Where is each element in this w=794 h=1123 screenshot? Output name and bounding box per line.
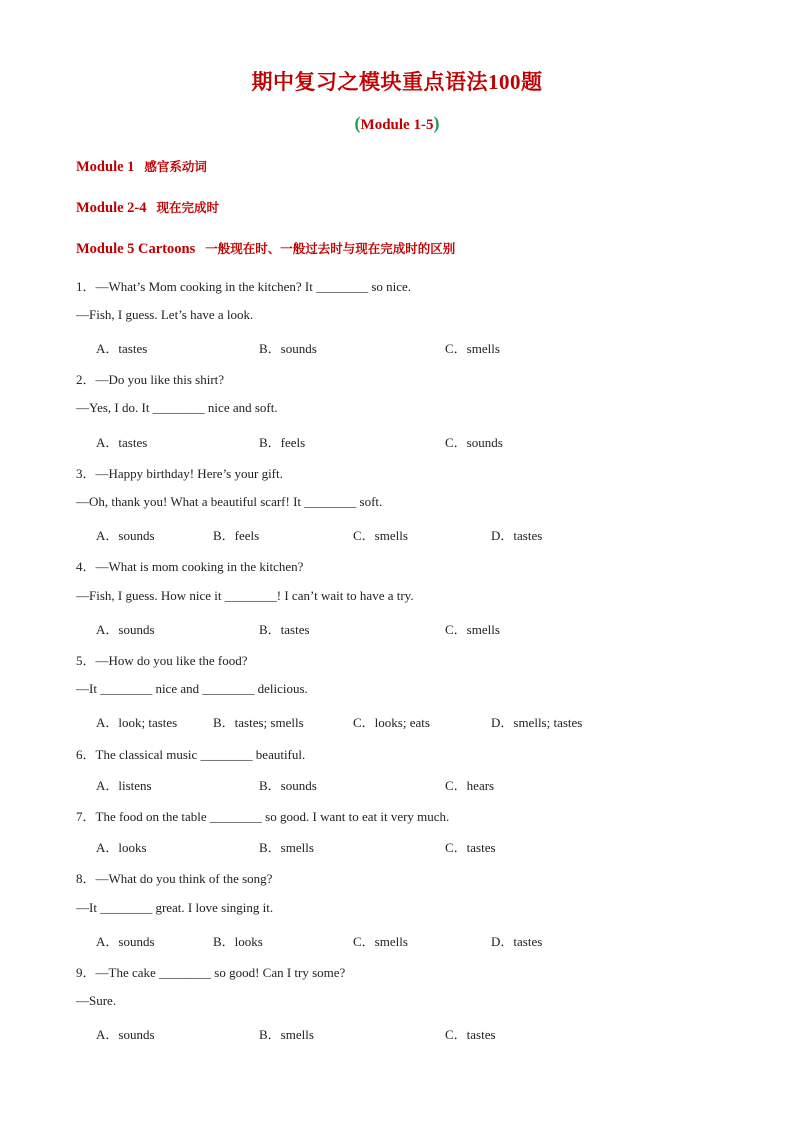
question-7-options	[96, 837, 716, 855]
module-label: Module 2-4	[76, 200, 147, 216]
subtitle-close-paren: )	[433, 113, 440, 133]
module-heading-3	[76, 239, 455, 258]
module-topic: 现在完成时	[156, 200, 219, 215]
option-b[interactable]: B．smells	[259, 1027, 314, 1042]
module-heading-1	[76, 157, 207, 176]
question-3-options	[96, 525, 716, 543]
option-d[interactable]: D．smells; tastes	[491, 715, 583, 730]
option-c[interactable]: C．tastes	[445, 1027, 496, 1042]
option-a[interactable]: A．sounds	[96, 622, 155, 637]
option-c[interactable]: C．smells	[445, 622, 500, 637]
option-a[interactable]: A．look; tastes	[96, 715, 178, 730]
question-1-text: 1．—What’s Mom cooking in the kitchen? It ________ so nice.	[76, 279, 412, 294]
question-6-text: 6．The classical music ________ beautiful.	[76, 747, 306, 762]
option-b[interactable]: B．tastes	[259, 622, 310, 637]
question-4-reply: —Fish, I guess. How nice it ________! I can’t wait to have a try.	[76, 588, 414, 603]
option-b[interactable]: B．sounds	[259, 341, 317, 356]
question-4-options	[96, 619, 716, 637]
module-topic: 感官系动词	[144, 159, 207, 174]
subtitle-open-paren: (	[354, 113, 361, 133]
question-7-text: 7．The food on the table ________ so good. I want to eat it very much.	[76, 809, 450, 824]
option-c[interactable]: C．looks; eats	[353, 715, 430, 730]
option-a[interactable]: A．tastes	[96, 435, 148, 450]
module-heading-2	[76, 198, 219, 217]
question-2-reply: —Yes, I do. It ________ nice and soft.	[76, 400, 278, 415]
option-b[interactable]: B．looks	[213, 934, 263, 949]
option-c[interactable]: C．hears	[445, 778, 495, 793]
option-d[interactable]: D．tastes	[491, 528, 543, 543]
question-9-options	[96, 1024, 716, 1042]
question-8-reply: —It ________ great. I love singing it.	[76, 900, 274, 915]
question-8-options	[96, 931, 716, 949]
question-5-options	[96, 712, 716, 730]
question-3-reply: —Oh, thank you! What a beautiful scarf! It ________ soft.	[76, 494, 383, 509]
question-5-text: 5．—How do you like the food?	[76, 653, 248, 668]
option-c[interactable]: C．smells	[445, 341, 500, 356]
question-1-reply: —Fish, I guess. Let’s have a look.	[76, 307, 254, 322]
option-b[interactable]: B．sounds	[259, 778, 317, 793]
option-a[interactable]: A．sounds	[96, 528, 155, 543]
page-subtitle	[0, 113, 794, 134]
module-label: Module 1	[76, 159, 135, 175]
question-6-options	[96, 775, 716, 793]
question-3-text: 3．—Happy birthday! Here’s your gift.	[76, 466, 283, 481]
option-a[interactable]: A．sounds	[96, 934, 155, 949]
option-c[interactable]: C．smells	[353, 934, 408, 949]
option-b[interactable]: B．feels	[259, 435, 306, 450]
question-9-text: 9．—The cake ________ so good! Can I try some?	[76, 965, 346, 980]
option-c[interactable]: C．tastes	[445, 840, 496, 855]
question-2-options	[96, 432, 716, 450]
option-b[interactable]: B．feels	[213, 528, 260, 543]
option-a[interactable]: A．looks	[96, 840, 147, 855]
option-b[interactable]: B．smells	[259, 840, 314, 855]
module-topic: 一般现在时、一般过去时与现在完成时的区别	[205, 241, 456, 256]
question-8-text: 8．—What do you think of the song?	[76, 871, 273, 886]
module-label: Module 5 Cartoons	[76, 241, 196, 257]
question-5-reply: —It ________ nice and ________ delicious.	[76, 681, 308, 696]
subtitle-text: Module 1-5	[360, 117, 434, 133]
option-a[interactable]: A．sounds	[96, 1027, 155, 1042]
option-a[interactable]: A．tastes	[96, 341, 148, 356]
option-d[interactable]: D．tastes	[491, 934, 543, 949]
option-a[interactable]: A．listens	[96, 778, 152, 793]
option-b[interactable]: B．tastes; smells	[213, 715, 304, 730]
option-c[interactable]: C．sounds	[445, 435, 503, 450]
question-9-reply: —Sure.	[76, 993, 117, 1008]
question-2-text: 2．—Do you like this shirt?	[76, 372, 225, 387]
option-c[interactable]: C．smells	[353, 528, 408, 543]
question-4-text: 4．—What is mom cooking in the kitchen?	[76, 559, 304, 574]
question-1-options	[96, 338, 716, 356]
page-title: 期中复习之模块重点语法100题	[251, 70, 543, 94]
